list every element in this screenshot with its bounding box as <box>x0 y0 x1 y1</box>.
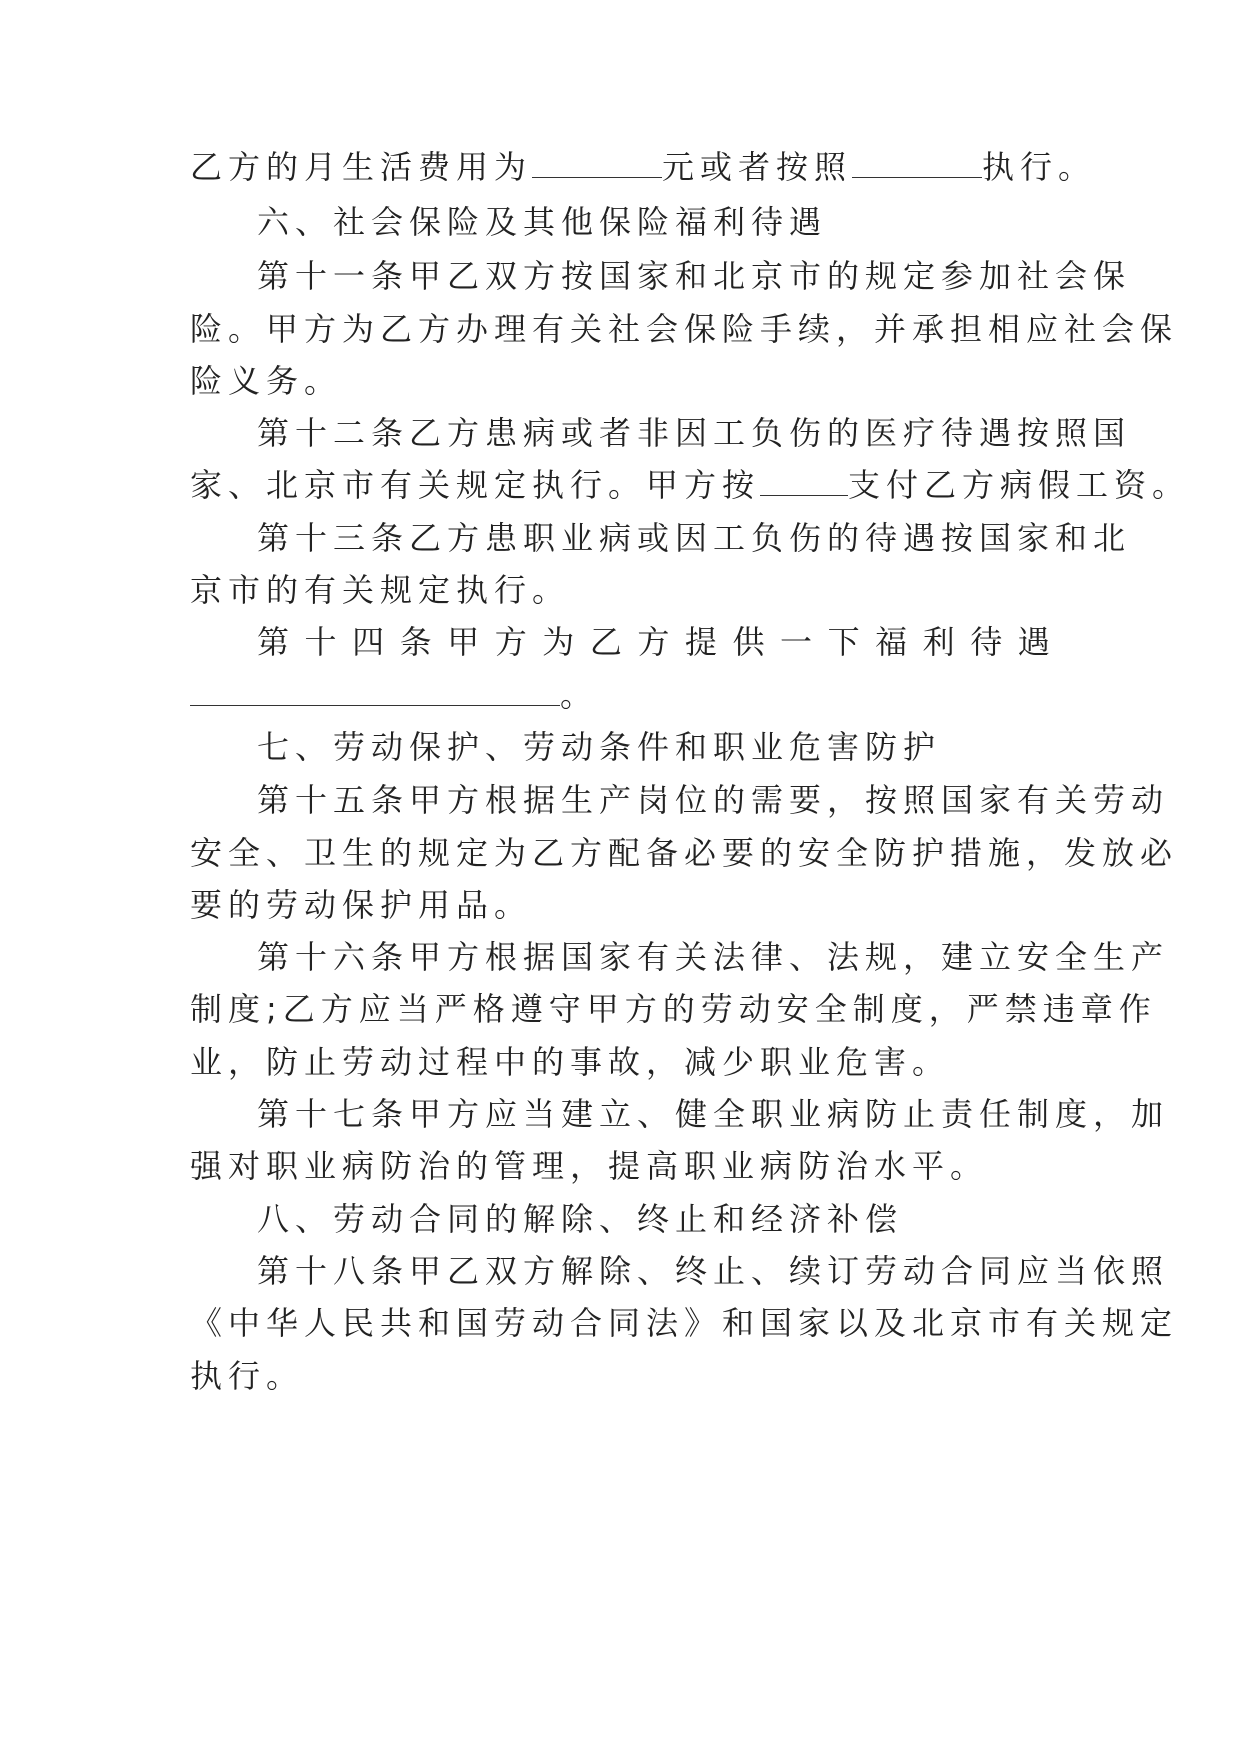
spaced-character: 乙 <box>589 623 622 661</box>
fill-in-blank <box>760 489 848 496</box>
spaced-character: 方 <box>637 623 670 661</box>
spaced-character: 提 <box>684 623 717 661</box>
paragraph-line: 险。甲方为乙方办理有关社会保险手续，并承担相应社会保 <box>190 310 1179 348</box>
spaced-character: 方 <box>494 623 527 661</box>
text-run: 执行。 <box>982 148 1097 186</box>
section-heading: 七、劳动保护、劳动条件和职业危害防护 <box>257 728 942 766</box>
section-heading: 六、社会保险及其他保险福利待遇 <box>257 203 828 241</box>
section-heading: 八、劳动合同的解除、终止和经济补偿 <box>257 1200 904 1238</box>
spaced-character: 福 <box>875 623 908 661</box>
spaced-character: 利 <box>922 623 955 661</box>
paragraph-line: 业，防止劳动过程中的事故，减少职业危害。 <box>190 1043 951 1081</box>
paragraph-line: 第十二条乙方患病或者非因工负伤的医疗待遇按照国 <box>257 414 1132 452</box>
text-run: 支付乙方病假工资。 <box>848 466 1191 504</box>
paragraph-line: 第十三条乙方患职业病或因工负伤的待遇按国家和北 <box>257 519 1132 557</box>
spaced-character: 第 <box>257 623 290 661</box>
paragraph-line <box>190 461 1191 509</box>
paragraph-line: 险义务。 <box>190 362 343 400</box>
paragraph-line: 执行。 <box>190 1357 305 1395</box>
spaced-character: 为 <box>542 623 575 661</box>
paragraph-line: 第十一条甲乙双方按国家和北京市的规定参加社会保 <box>257 257 1132 295</box>
paragraph-line: 第十七条甲方应当建立、健全职业病防止责任制度，加 <box>257 1095 1170 1133</box>
text-run: 家、北京市有关规定执行。甲方按 <box>190 466 761 504</box>
spaced-character: 待 <box>970 623 1003 661</box>
spaced-character: 四 <box>352 623 385 661</box>
paragraph-line <box>190 671 1050 719</box>
paragraph-line: 要的劳动保护用品。 <box>190 886 533 924</box>
paragraph-line <box>257 618 1050 666</box>
paragraph-line <box>190 143 1097 191</box>
fill-in-blank <box>190 699 560 706</box>
paragraph-line: 《中华人民共和国劳动合同法》和国家以及北京市有关规定 <box>190 1304 1179 1342</box>
spaced-character: 条 <box>399 623 432 661</box>
paragraph-line: 第十五条甲方根据生产岗位的需要，按照国家有关劳动 <box>257 781 1170 819</box>
paragraph-line: 制度;乙方应当严格遵守甲方的劳动安全制度，严禁违章作 <box>190 990 1157 1028</box>
spaced-character: 甲 <box>447 623 480 661</box>
spaced-character: 遇 <box>1017 623 1050 661</box>
spaced-character: 一 <box>780 623 813 661</box>
paragraph-line: 第十六条甲方根据国家有关法律、法规，建立安全生产 <box>257 938 1170 976</box>
fill-in-blank <box>532 171 662 178</box>
spaced-character: 十 <box>304 623 337 661</box>
text-run: 元或者按照 <box>662 148 853 186</box>
spaced-character: 供 <box>732 623 765 661</box>
text-run: 乙方的月生活费用为 <box>190 148 533 186</box>
paragraph-line: 强对职业病防治的管理，提高职业病防治水平。 <box>190 1147 989 1185</box>
spaced-character: 下 <box>827 623 860 661</box>
text-run: 。 <box>560 676 599 714</box>
fill-in-blank <box>852 171 982 178</box>
paragraph-line: 第十八条甲乙双方解除、终止、续订劳动合同应当依照 <box>257 1252 1170 1290</box>
paragraph-line: 安全、卫生的规定为乙方配备必要的安全防护措施，发放必 <box>190 834 1179 872</box>
paragraph-line: 京市的有关规定执行。 <box>190 571 571 609</box>
